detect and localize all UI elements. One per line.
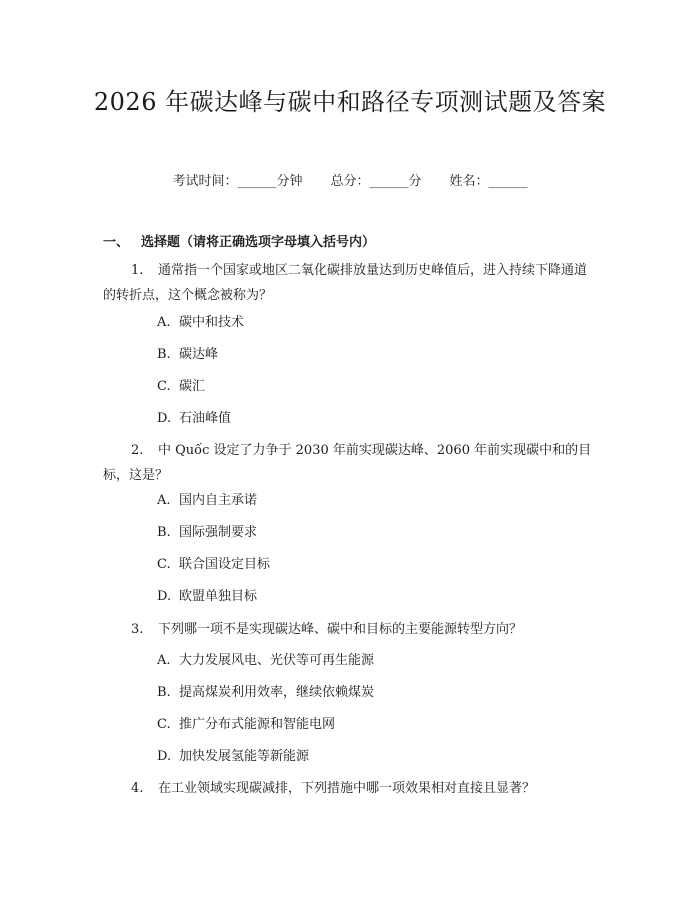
document-title: 2026 年碳达峰与碳中和路径专项测试题及答案 xyxy=(93,88,607,116)
option-text: 大力发展风电、光伏等可再生能源 xyxy=(179,653,375,668)
option-text: 碳中和技术 xyxy=(179,315,245,330)
option-text: 推广分布式能源和智能电网 xyxy=(179,717,336,732)
option-text: 加快发展氢能等新能源 xyxy=(179,749,310,764)
option-letter: A. xyxy=(157,315,171,330)
question-2-option-d xyxy=(157,587,257,607)
option-letter: B. xyxy=(157,685,171,700)
question-text: 中 Quốc 设定了力争于 2030 年前实现碳达峰、2060 年前实现碳中和的目标，这是？ xyxy=(103,443,592,483)
question-number: 3. xyxy=(131,622,144,637)
question-3-option-d xyxy=(157,747,309,767)
question-text: 下列哪一项不是实现碳达峰、碳中和目标的主要能源转型方向？ xyxy=(158,622,523,637)
option-letter: C. xyxy=(157,717,171,732)
option-letter: A. xyxy=(157,493,171,508)
question-1 xyxy=(103,258,598,308)
question-2 xyxy=(103,438,598,488)
option-text: 联合国设定目标 xyxy=(179,557,271,572)
option-text: 欧盟单独目标 xyxy=(179,589,258,604)
option-letter: C. xyxy=(157,379,171,394)
question-1-option-d xyxy=(157,409,231,429)
question-text: 通常指一个国家或地区二氧化碳排放量达到历史峰值后，进入持续下降通道的转折点，这个概念被称为？ xyxy=(103,263,588,303)
name-field: 姓名：______ xyxy=(449,174,528,189)
question-1-option-a xyxy=(157,313,244,333)
option-letter: B. xyxy=(157,347,171,362)
question-text: 在工业领域实现碳减排，下列措施中哪一项效果相对直接且显著？ xyxy=(158,781,536,796)
option-letter: D. xyxy=(157,411,172,426)
option-text: 国内自主承诺 xyxy=(179,493,258,508)
question-4 xyxy=(103,776,598,801)
question-2-option-c xyxy=(157,555,270,575)
question-number: 4. xyxy=(131,781,144,796)
exam-time-field: 考试时间：______分钟 xyxy=(172,174,303,189)
option-text: 碳汇 xyxy=(179,379,206,394)
question-2-option-a xyxy=(157,491,257,511)
question-1-option-c xyxy=(157,377,205,397)
section-heading xyxy=(103,231,375,250)
option-text: 国际强制要求 xyxy=(179,525,258,540)
question-1-option-b xyxy=(157,345,218,365)
option-letter: D. xyxy=(157,589,172,604)
option-letter: B. xyxy=(157,525,171,540)
option-letter: D. xyxy=(157,749,172,764)
option-text: 碳达峰 xyxy=(179,347,219,362)
option-text: 提高煤炭利用效率，继续依赖煤炭 xyxy=(179,685,375,700)
section-number: 一、 xyxy=(103,235,130,250)
exam-info-line xyxy=(0,170,700,189)
question-3 xyxy=(103,617,598,642)
question-3-option-a xyxy=(157,651,374,671)
question-number: 1. xyxy=(131,263,144,278)
question-2-option-b xyxy=(157,523,257,543)
section-title: 选择题（请将正确选项字母填入括号内） xyxy=(141,235,376,250)
option-letter: A. xyxy=(157,653,171,668)
question-3-option-c xyxy=(157,715,335,735)
option-letter: C. xyxy=(157,557,171,572)
total-score-field: 总分：______分 xyxy=(330,174,422,189)
question-3-option-b xyxy=(157,683,374,703)
question-number: 2. xyxy=(131,443,144,458)
option-text: 石油峰值 xyxy=(179,411,232,426)
